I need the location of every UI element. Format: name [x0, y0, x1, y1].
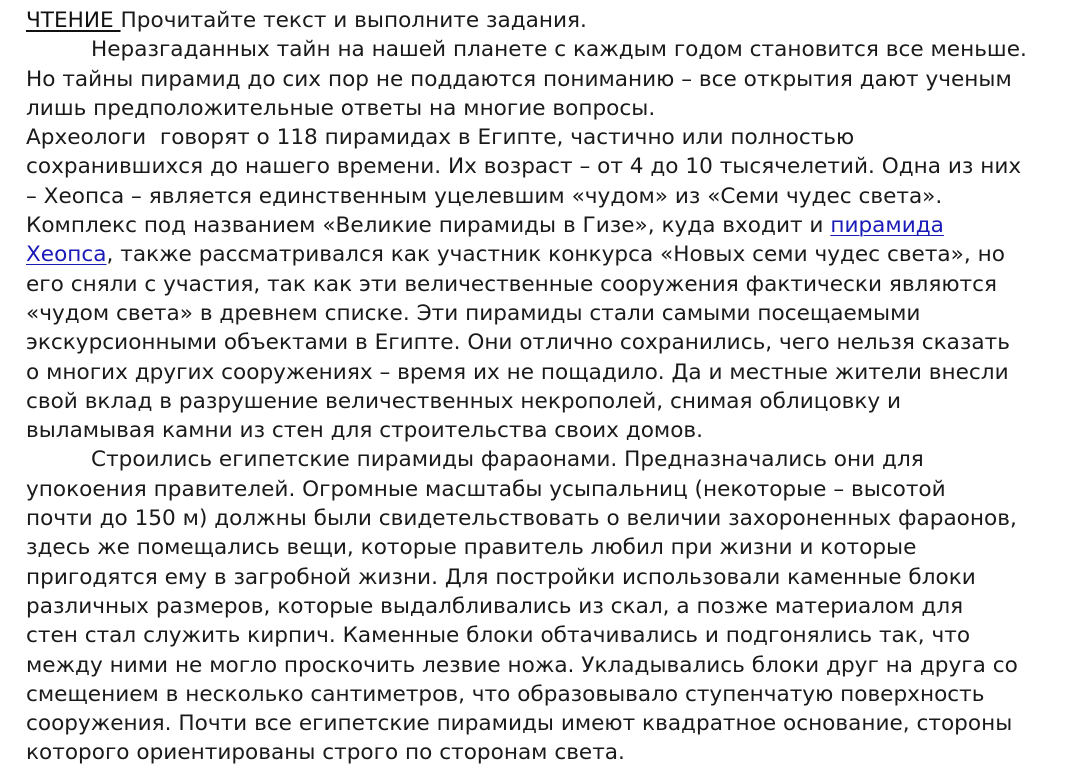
- paragraph-3-line: различных размеров, которые выдалбливались из скал, а позже материалом для: [26, 593, 964, 619]
- header-line: [26, 6, 1072, 35]
- paragraph-3-line: почти до 150 м) должны были свидетельствовать о величии захороненных фараонов,: [26, 506, 1017, 532]
- paragraph-2-line: выламывая камни из стен для строительства своих домов.: [26, 418, 704, 444]
- paragraph-3-line: сооружения. Почти все египетские пирамиды имеют квадратное основание, стороны: [26, 711, 1013, 737]
- paragraph-3-line: упокоения правителей. Огромные масштабы усыпальниц (некоторые – высотой: [26, 476, 946, 502]
- paragraph-3-line: Строились египетские пирамиды фараонами. Предназначались они для: [91, 447, 924, 473]
- paragraph-2: [26, 123, 1072, 445]
- paragraph-3-line: здесь же помещались вещи, которые правитель любил при жизни и которые: [26, 535, 917, 561]
- paragraph-3-line: которого ориентированы строго по сторонам света.: [26, 740, 625, 766]
- paragraph-3-line: между ними не могло проскочить лезвие ножа. Укладывались блоки друг на друга со: [26, 652, 1018, 678]
- cheops-pyramid-link-continued[interactable]: Хеопса: [26, 242, 107, 268]
- paragraph-2-text: Комплекс под названием «Великие пирамиды в Гизе», куда входит и: [26, 213, 831, 239]
- paragraph-2-line: – Хеопса – является единственным уцелевшим «чудом» из «Семи чудес света».: [26, 183, 943, 209]
- reading-document: [26, 6, 1072, 768]
- paragraph-3: [26, 445, 1072, 767]
- paragraph-2-line: его сняли с участия, так как эти величественные сооружения фактически являются: [26, 271, 997, 297]
- paragraph-2-line: о многих других сооружениях – время их не пощадило. Да и местные жители внесли: [26, 359, 1009, 385]
- paragraph-1: [26, 35, 1072, 123]
- section-heading: ЧТЕНИЕ: [26, 8, 121, 33]
- paragraph-2-text: , также рассматривался как участник конкурса «Новых семи чудес света», но: [106, 242, 1005, 268]
- paragraph-3-line: стен стал служить кирпич. Каменные блоки обтачивались и подгонялись так, что: [26, 623, 971, 649]
- paragraph-2-line: «чудом света» в древнем списке. Эти пирамиды стали самыми посещаемыми: [26, 300, 921, 326]
- paragraph-2-line: [26, 211, 1072, 240]
- paragraph-3-line: смещением в несколько сантиметров, что образовывало ступенчатую поверхность: [26, 681, 985, 707]
- paragraph-1-line: Но тайны пирамид до сих пор не поддаются пониманию – все открытия дают ученым: [26, 66, 1012, 92]
- paragraph-2-line: сохранившихся до нашего времени. Их возраст – от 4 до 10 тысячелетий. Одна из них: [26, 154, 1022, 180]
- paragraph-3-line: пригодятся ему в загробной жизни. Для постройки использовали каменные блоки: [26, 564, 976, 590]
- paragraph-2-line: [26, 240, 1072, 269]
- instruction-text: Прочитайте текст и выполните задания.: [120, 8, 587, 33]
- paragraph-1-line: лишь предположительные ответы на многие вопросы.: [26, 95, 656, 121]
- cheops-pyramid-link[interactable]: пирамида: [830, 213, 944, 239]
- paragraph-2-line: свой вклад в разрушение величественных некрополей, снимая облицовку и: [26, 388, 902, 414]
- paragraph-2-line: экскурсионными объектами в Египте. Они отлично сохранились, чего нельзя сказать: [26, 330, 1010, 356]
- paragraph-1-line: Неразгаданных тайн на нашей планете с каждым годом становится все меньше.: [91, 37, 1027, 63]
- paragraph-2-line: Археологи говорят о 118 пирамидах в Египте, частично или полностью: [26, 125, 855, 151]
